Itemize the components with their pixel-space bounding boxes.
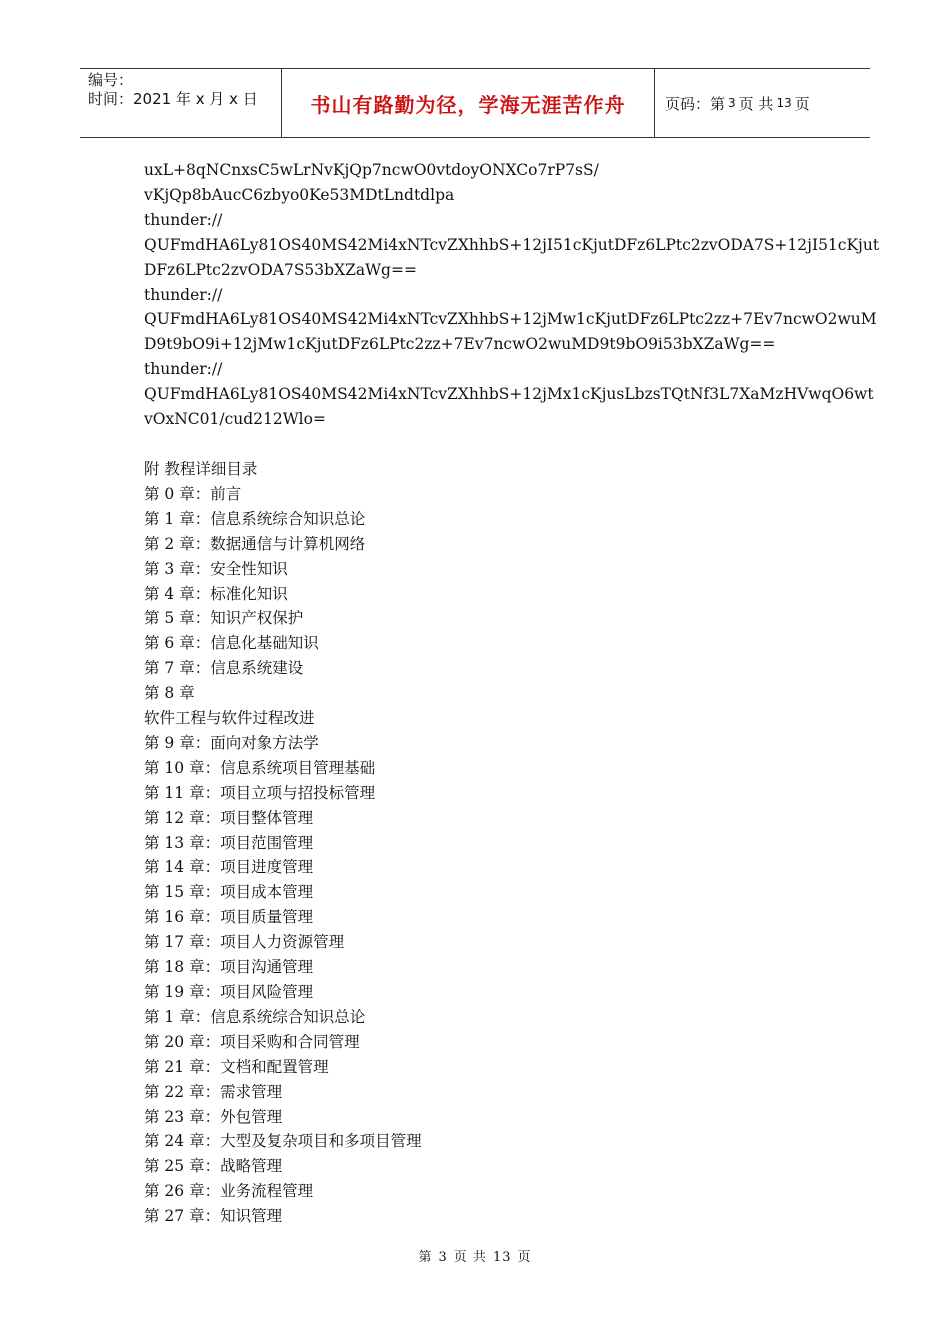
link-line: vOxNC01/cud212Wlo= [144,410,326,429]
toc-item: 第 6 章：信息化基础知识 [144,634,319,653]
toc-item: 第 0 章：前言 [144,484,242,503]
toc-item: 第 26 章：业务流程管理 [144,1182,314,1201]
toc-item: 第 15 章：项目成本管理 [144,883,314,902]
toc-item: 第 13 章：项目范围管理 [144,833,314,852]
page-footer [0,1246,950,1265]
footer-current: 3 [438,1250,448,1265]
header-page-indicator [655,69,870,137]
toc-item: 第 16 章：项目质量管理 [144,908,314,927]
link-line: QUFmdHA6Ly81OS40MS42Mi4xNTcvZXhhbS+12jI51cKjutDFz6LPtc2zvODA7S+12jI51cKjut [144,235,880,254]
toc-item: 第 21 章：文档和配置管理 [144,1057,329,1076]
toc-item: 第 24 章：大型及复杂项目和多项目管理 [144,1132,422,1151]
toc-title: 附 教程详细目录 [144,459,258,478]
link-line: thunder:// [144,360,223,379]
page-suffix: 页 [794,94,810,113]
toc-item: 第 20 章：项目采购和合同管理 [144,1032,360,1051]
toc-item: 第 19 章：项目风险管理 [144,983,314,1001]
toc-item: 第 1 章：信息系统综合知识总论 [144,1007,366,1026]
link-line: QUFmdHA6Ly81OS40MS42Mi4xNTcvZXhhbS+12jMx1cKjusLbzsTQtNf3L7XaMzHVwqO6wt [144,385,874,404]
toc-item: 第 25 章：战略管理 [144,1157,283,1176]
toc-item: 第 7 章：信息系统建设 [144,659,304,678]
toc-item: 第 3 章：安全性知识 [144,559,288,578]
footer-mid: 页 共 [453,1250,487,1265]
toc-item: 第 18 章：项目沟通管理 [144,958,314,977]
footer-prefix: 第 [418,1250,433,1265]
paragraph-gap [144,432,824,457]
toc-block [144,457,824,1229]
document-body [144,158,880,1229]
link-line: thunder:// [144,210,223,229]
toc-item: 第 9 章：面向对象方法学 [144,733,319,752]
toc-item: 软件工程与软件过程改进 [144,709,315,728]
link-line: DFz6LPtc2zvODA7S53bXZaWg== [144,260,417,279]
toc-list [144,482,824,1229]
toc-item: 第 4 章：标准化知识 [144,584,288,603]
page-prefix: 页码：第 [665,94,726,113]
header-motto-cell [282,69,655,137]
footer-total: 13 [492,1250,512,1265]
toc-item: 第 14 章：项目进度管理 [144,858,314,877]
page-header [80,68,870,138]
footer-suffix: 页 [517,1250,532,1265]
toc-item: 第 8 章 [144,684,195,703]
link-line: QUFmdHA6Ly81OS40MS42Mi4xNTcvZXhhbS+12jMw1cKjutDFz6LPtc2zz+7Ev7ncwO2wuM [144,310,877,329]
toc-item: 第 17 章：项目人力资源管理 [144,933,345,952]
link-line: vKjQp8bAucC6zbyo0Ke53MDtLndtdlpa [144,185,455,204]
toc-item: 第 10 章：信息系统项目管理基础 [144,758,376,777]
link-line: thunder:// [144,285,223,304]
motto: 书山有路勤为径，学海无涯苦作舟 [310,92,626,117]
toc-item: 第 1 章：信息系统综合知识总论 [144,509,366,528]
page-mid: 页 共 [738,94,774,113]
date-label: 时间：2021 年 x 月 x 日 [88,90,258,108]
page-current: 3 [728,96,736,110]
page-total: 13 [776,96,792,110]
header-meta [80,69,282,137]
toc-item: 第 2 章：数据通信与计算机网络 [144,534,366,553]
toc-item: 第 27 章：知识管理 [144,1207,283,1226]
link-block [144,158,880,432]
link-line: uxL+8qNCnxsC5wLrNvKjQp7ncwO0vtdoyONXCo7rP7sS/ [144,161,599,179]
toc-item: 第 11 章：项目立项与招投标管理 [144,783,376,802]
toc-item: 第 22 章：需求管理 [144,1082,283,1101]
toc-item: 第 23 章：外包管理 [144,1107,283,1126]
toc-item: 第 12 章：项目整体管理 [144,808,314,827]
toc-item: 第 5 章：知识产权保护 [144,609,304,628]
number-label: 编号： [88,71,134,89]
link-line: D9t9bO9i+12jMw1cKjutDFz6LPtc2zz+7Ev7ncwO2wuMD9t9bO9i53bXZaWg== [144,335,776,354]
